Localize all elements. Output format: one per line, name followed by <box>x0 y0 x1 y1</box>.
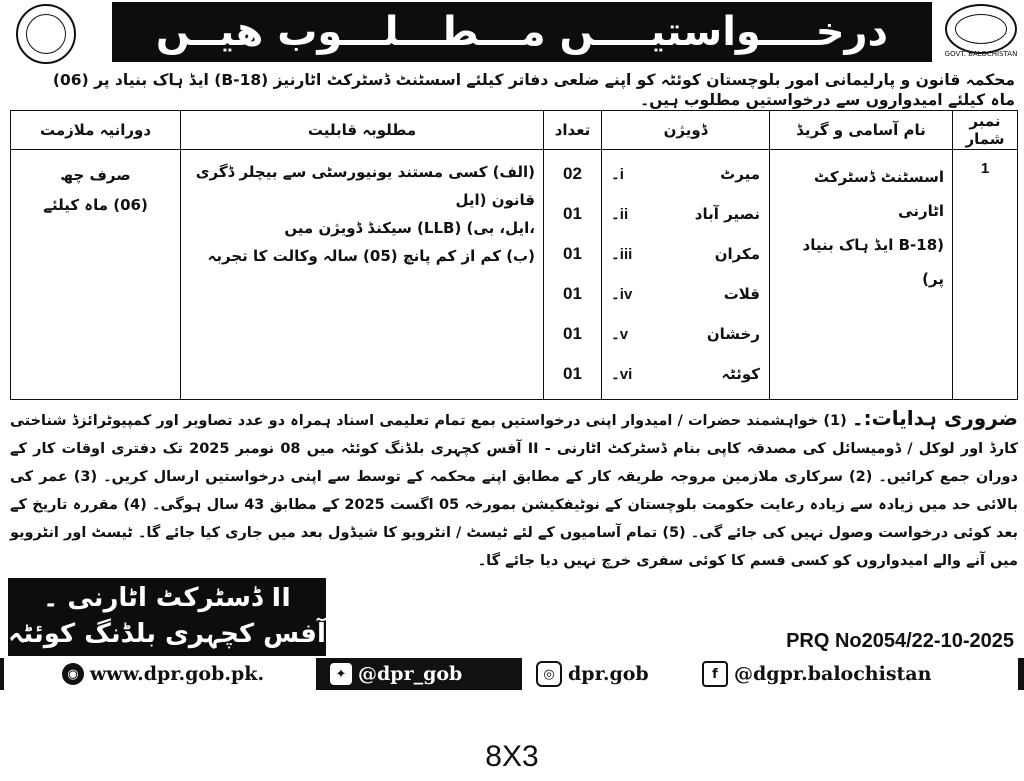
instructions-text: (1) خواہشمند حضرات / امیدوار اپنی درخواستیں بمع تمام تعلیمی اسناد ہمراہ دو عدد تصاویر اور کمپیوٹرائزڈ شناختی کارڈ اور لوکل / ڈومیسائل کی مصدقہ کاپی بنام ڈسٹرکٹ اٹارنی - II آفس کچہری بلڈنگ کوئٹہ میں 08 نومبر 2025 تک دفتری اوقات کار کے دوران جمع کرائیں۔ (2) سرکاری ملازمین مروجہ طریقہ کار کے مطابق اپنے محکمہ کے توسط سے اپنی درخواستیں ارسال کریں۔ (3) عمر کی بالائی حد میں زیادہ سے زیادہ رعایت حکومت بلوچستان کے نوٹیفکیشن بمورخہ 05 اگست 2025 کے مطابق 43 سال ہوگی۔ (4) مقررہ تاریخ کے بعد کوئی درخواست وصول نہیں کی جائے گی۔ (5) تمام آسامیوں کے لئے ٹیسٹ / انٹرویو کا شیڈول بعد میں جاری کیا جائے گا۔ ٹیسٹ اور انٹرویو میں آنے والے امیدواروں کو کسی قسم کا کوئی سفری خرچ نہیں دیا جائے گا۔ <box>10 413 1019 569</box>
header-division: ڈویژن <box>602 111 770 150</box>
address-box <box>8 578 326 656</box>
qualification-line: ،ایل، بی) (LLB) سیکنڈ ڈویژن میں <box>284 219 535 237</box>
count-value: 01 <box>563 204 582 223</box>
division-number: i۔ <box>611 166 624 183</box>
government-emblem-right <box>945 4 1017 54</box>
twitter-handle: @dpr_gob <box>358 663 463 685</box>
division-item <box>603 314 768 354</box>
footer-facebook[interactable] <box>688 658 1018 690</box>
qualification-line: (ب) کم از کم پانچ (05) سالہ وکالت کا تجربہ <box>207 247 535 265</box>
division-name: قلات <box>723 285 760 303</box>
duration-line: (06) ماہ کیلئے <box>43 196 148 214</box>
count-value: 01 <box>563 364 582 383</box>
header-count: تعداد <box>544 111 602 150</box>
division-name: کوئٹہ <box>721 365 760 383</box>
division-number: v۔ <box>611 326 629 343</box>
prq-number: PRQ No2054/22-10-2025 <box>786 630 1014 652</box>
division-name: نصیر آباد <box>694 205 760 223</box>
instagram-icon: ◎ <box>536 661 562 687</box>
address-line1: ڈسٹرکٹ اٹارنی ۔ II <box>43 583 291 613</box>
count-cell <box>544 150 602 400</box>
row-serial: 1 <box>953 150 1018 400</box>
footer-website[interactable] <box>4 658 316 690</box>
government-emblem-left <box>16 4 76 64</box>
division-item <box>603 154 768 194</box>
instructions <box>10 404 1018 575</box>
duration-cell <box>11 150 181 400</box>
qualification-line: (الف) کسی مستند یونیورسٹی سے بیچلر ڈگری قانون (ایل <box>195 163 535 209</box>
globe-icon: ◉ <box>62 663 84 685</box>
header-duration: دورانیہ ملازمت <box>11 111 181 150</box>
division-cell <box>602 150 770 400</box>
twitter-icon: ✦ <box>330 663 352 685</box>
footer-twitter[interactable] <box>316 658 522 690</box>
header-qualification: مطلوبہ قابلیت <box>181 111 544 150</box>
count-value: 01 <box>563 244 582 263</box>
division-number: iv۔ <box>611 286 633 303</box>
page-title: درخــــواستیــــں مـــطـــلـــوب هیــں <box>112 2 932 62</box>
division-name: میرٹ <box>720 165 760 183</box>
facebook-icon: f <box>702 661 728 687</box>
footer-instagram[interactable] <box>522 658 688 690</box>
footer-bar <box>0 658 1024 690</box>
division-name: رخشان <box>706 325 760 343</box>
post-grade: (B-18 ایڈ ہاک بنیاد پر) <box>802 236 944 288</box>
post-cell <box>770 150 953 400</box>
instructions-heading: ضروری ہدایات:۔ <box>851 406 1018 430</box>
division-item <box>603 354 768 394</box>
division-item <box>603 234 768 274</box>
ad-size-label: 8X3 <box>485 740 539 773</box>
website-text: www.dpr.gob.pk. <box>89 663 265 685</box>
header-post: نام آسامی و گریڈ <box>770 111 953 150</box>
division-number: iii۔ <box>611 246 633 263</box>
intro-text: محکمہ قانون و پارلیمانی امور بلوچستان کوئٹہ کو اپنے ضلعی دفاتر کیلئے اسسٹنٹ ڈسٹرکٹ اٹارنیز (B-18) ایڈ ہاک بنیاد پر (06) ماہ کیلئے امیدواروں سے درخواستیں مطلوب ہیں۔ <box>52 71 1015 109</box>
division-number: vi۔ <box>611 366 633 383</box>
instagram-handle: dpr.gob <box>568 663 649 685</box>
division-item <box>603 274 768 314</box>
address-line2: آفس کچہری بلڈنگ کوئٹہ <box>8 619 326 649</box>
vacancy-table <box>10 110 1018 400</box>
table-row <box>11 150 1018 400</box>
division-number: ii۔ <box>611 206 629 223</box>
division-item <box>603 194 768 234</box>
header-serial: نمبر شمار <box>953 111 1018 150</box>
duration-line: صرف چھ <box>60 166 131 184</box>
facebook-handle: @dgpr.balochistan <box>734 663 932 685</box>
post-title: اسسٹنٹ ڈسٹرکٹ اٹارنی <box>814 168 944 220</box>
count-value: 01 <box>563 324 582 343</box>
division-name: مکران <box>714 245 760 263</box>
count-value: 02 <box>563 164 582 183</box>
count-value: 01 <box>563 284 582 303</box>
qualification-cell <box>181 150 544 400</box>
emblem-caption: GOVT. BALOCHISTAN <box>944 50 1018 58</box>
